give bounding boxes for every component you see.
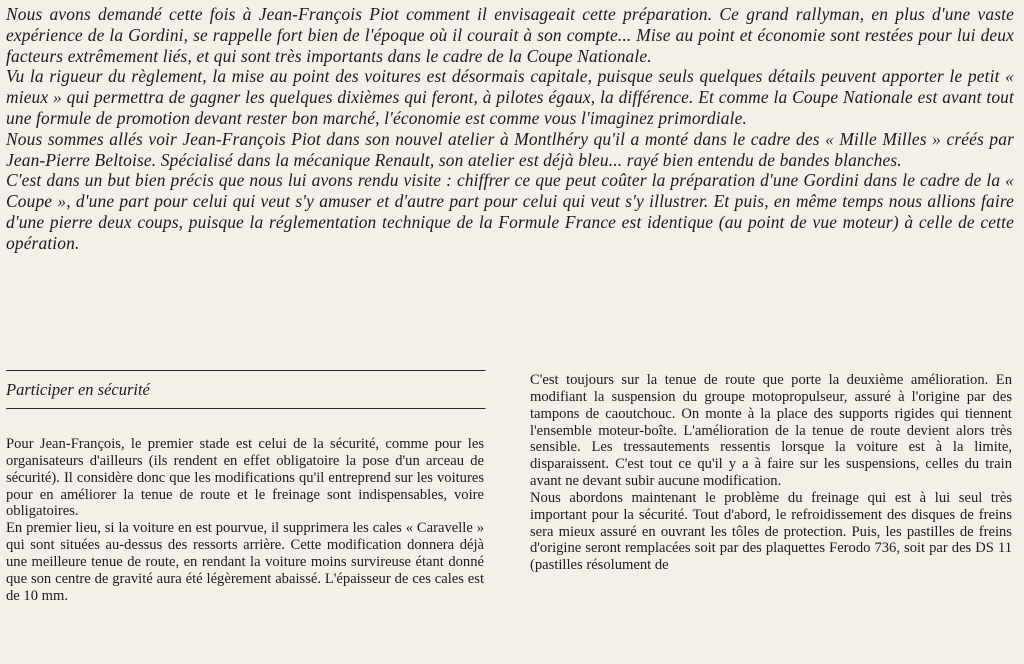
intro-paragraph: C'est dans un but bien précis que nous lui avons rendu visite : chiffrer ce que peut coûter la préparation d'une Gordini dans le cadre de la « Coupe », d'une part pour celui qui veut s'y amuser et d'autre part pour celui qui veut s'y illustrer. Et puis, en même temps nous allions faire d'une pierre deux coups, puisque la réglementation technique de la Formule France est identique (au point de vue moteur) à celle de cette opération. xyxy=(6,170,1014,253)
intro-text xyxy=(6,4,1014,254)
intro-paragraph: Nous sommes allés voir Jean-François Piot dans son nouvel atelier à Montlhéry qu'il a monté dans le cadre des « Mille Milles » créés par Jean-Pierre Beltoise. Spécialisé dans la mécanique Renault, son atelier est déjà bleu... rayé bien entendu de bandes blanches. xyxy=(6,128,1014,170)
left-column xyxy=(6,370,484,604)
section-rule-bottom xyxy=(6,408,486,410)
section-rule-top xyxy=(6,370,486,372)
intro-paragraph: Vu la rigueur du règlement, la mise au point des voitures est désormais capitale, puisque seuls quelques détails peuvent apporter le petit « mieux » qui permettra de gagner les quelques dixièmes qui feront, à pilotes égaux, la différence. Et comme la Coupe Nationale est avant tout une formule de promotion devant rester bon marché, l'économie est comme vous l'imaginez primordiale. xyxy=(6,66,1014,128)
body-paragraph: En premier lieu, si la voiture en est pourvue, il supprimera les cales « Caravelle » qui sont situées au-dessus des ressorts arrière. Cette modification donnera déjà une meilleure tenue de route, en rendant la voiture moins survireuse étant donné que son centre de gravité aura été légèrement abaissé. L'épaisseur de ces cales est de 10 mm. xyxy=(6,520,484,604)
intro-paragraph: Nous avons demandé cette fois à Jean-François Piot comment il envisageait cette préparation. Ce grand rallyman, en plus d'une vaste expérience de la Gordini, se rappelle fort bien de l'époque où il courait à son compte... Mise au point et économie sont restées pour lui deux facteurs extrêmement liés, et qui sont très importants dans le cadre de la Coupe Nationale. xyxy=(6,4,1014,66)
right-column xyxy=(530,372,1012,574)
body-paragraph: C'est toujours sur la tenue de route que porte la deuxième amélioration. En modifiant la suspension du groupe motopropulseur, assuré à l'origine par des tampons de caoutchouc. On monte à la place des supports rigides qui tiennent l'ensemble moteur-boîte. L'amélioration de la tenue de route devient alors très sensible. Les tressautements ressentis lorsque la voiture est à la limite, disparaissent. C'est tout ce qu'il y a à faire sur les suspensions, celles du train avant ne devant subir aucune modification. xyxy=(530,372,1012,490)
section-heading: Participer en sécurité xyxy=(6,380,150,399)
body-paragraph: Nous abordons maintenant le problème du freinage qui est à lui seul très important pour la sécurité. Tout d'abord, le refroidissement des disques de freins sera mieux assuré en ouvrant les tôles de protection. Puis, les pastilles de freins d'origine seront remplacées soit par des plaquettes Ferodo 736, soit par des DS 11 (pastilles résolument de xyxy=(530,489,1012,574)
body-paragraph: Pour Jean-François, le premier stade est celui de la sécurité, comme pour les organisateurs d'ailleurs (ils rendent en effet obligatoire la pose d'un arceau de sécurité). Il considère donc que les modifications qu'il entreprend sur les voitures pour en améliorer la tenue de route et le freinage sont indispensables, voire obligatoires. xyxy=(6,436,484,520)
